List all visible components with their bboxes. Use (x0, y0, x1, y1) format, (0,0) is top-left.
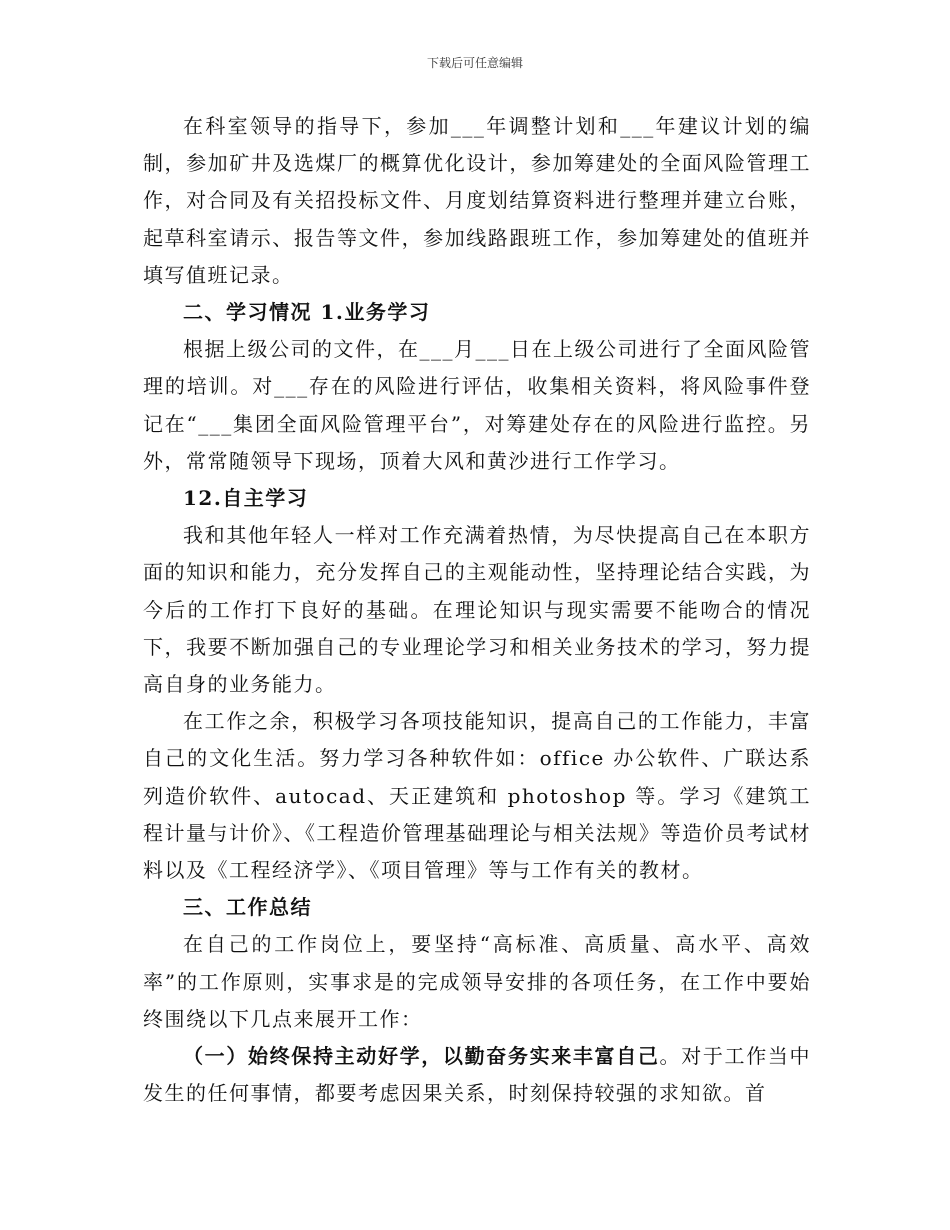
paragraph-work-duties: 在科室领导的指导下，参加___年调整计划和___年建议计划的编制，参加矿井及选煤厂的概算优化设计，参加筹建处的全面风险管理工作，对合同及有关招投标文件、月度划结算资料进行整理并建立台账，起草科室请示、报告等文件，参加线路跟班工作，参加筹建处的值班并填写值班记录。 (143, 114, 811, 287)
heading-study-status: 二、学习情况 1.业务学习 (183, 300, 431, 325)
document-body (143, 108, 811, 1112)
point-one-lead: （一）始终保持主动好学，以勤奋务实来丰富自己 (183, 1044, 660, 1069)
heading-work-summary: 三、工作总结 (183, 895, 312, 920)
paragraph-work-principles: 在自己的工作岗位上，要坚持“高标准、高质量、高水平、高效率”的工作原则，实事求是的完成领导安排的各项任务，在工作中要始终围绕以下几点来展开工作： (143, 932, 811, 1031)
heading-self-study: 12.自主学习 (183, 486, 309, 511)
paragraph-self-study: 我和其他年轻人一样对工作充满着热情，为尽快提高自己在本职方面的知识和能力，充分发挥自己的主观能动性，坚持理论结合实践，为今后的工作打下良好的基础。在理论知识与现实需要不能吻合的情况下，我要不断加强自己的专业理论学习和相关业务技术的学习，努力提高自身的业务能力。 (143, 523, 811, 697)
paragraph-business-study: 根据上级公司的文件，在___月___日在上级公司进行了全面风险管理的培训。对___存在的风险进行评估，收集相关资料，将风险事件登记在“___集团全面风险管理平台”，对筹建处存在的风险进行监控。另外，常常随领导下现场，顶着大风和黄沙进行工作学习。 (143, 337, 811, 473)
page-header: 下载后可任意编辑 (426, 56, 523, 70)
point-one-text: 。对于工作当中发生的任何事情，都要考虑因果关系，时刻保持较强的求知欲。首 (143, 1044, 812, 1106)
paragraph-point-one (143, 1038, 811, 1112)
paragraph-skills-learning: 在工作之余，积极学习各项技能知识，提高自己的工作能力，丰富自己的文化生活。努力学习各种软件如：office 办公软件、广联达系列造价软件、autocad、天正建筑和 photoshop 等。学习《建筑工程计量与计价》、《工程造价管理基础理论与相关法规》等造价员考试材料以及《工程经济学》、《项目管理》等与工作有关的教材。 (143, 709, 811, 883)
